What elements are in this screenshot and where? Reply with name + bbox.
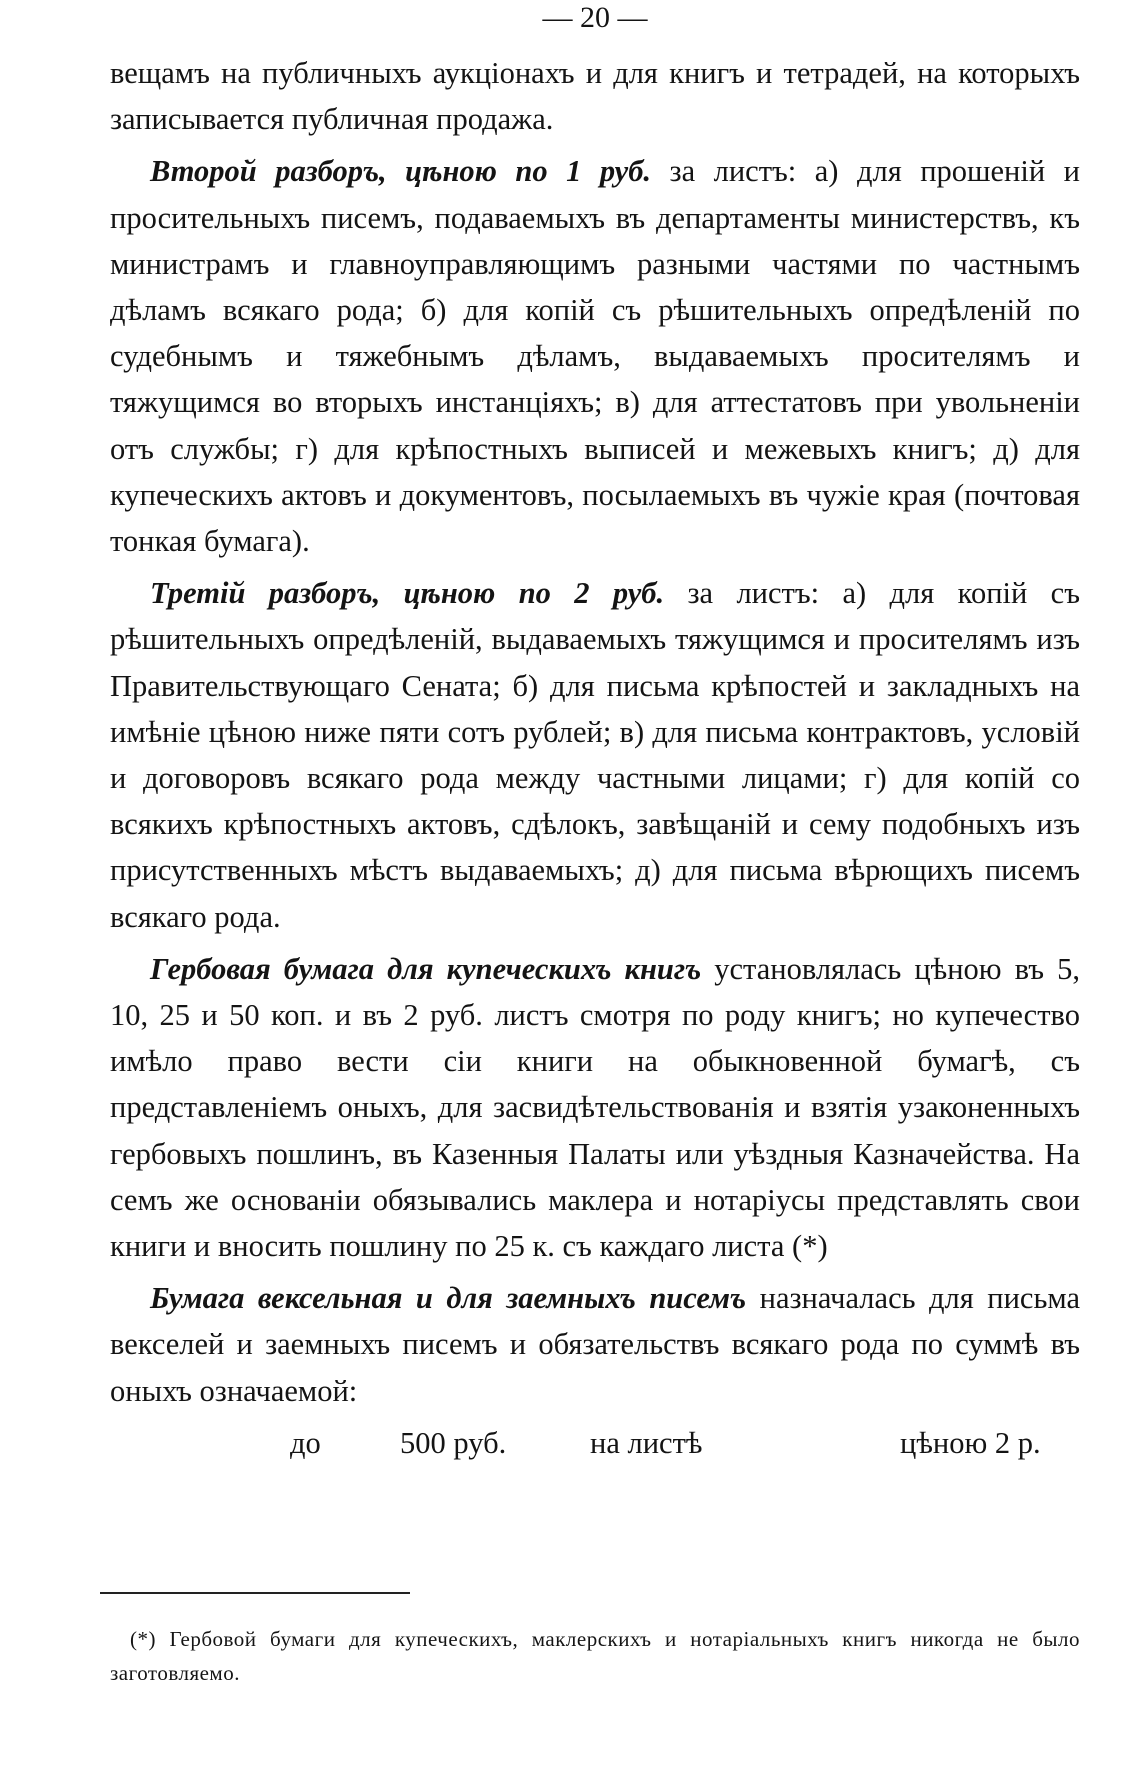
paragraph-3 [110, 570, 1080, 940]
footnote-divider [100, 1592, 410, 1594]
paragraph-4-lead: Гербовая бумага для купеческихъ книгъ [150, 951, 702, 986]
paragraph-4 [110, 946, 1080, 1269]
tariff-price: цѣною 2 р. [900, 1425, 1041, 1460]
paragraph-5-lead: Бумага вексельная и для заемныхъ писемъ [150, 1281, 747, 1316]
page-number: — 20 — [542, 1, 648, 34]
paragraph-2-text: за листъ: а) для прошеній и просительныхъ писемъ, подаваемыхъ въ департаменты министерствъ, къ министрамъ и главноуправляющимъ разными частями по частнымъ дѣламъ всякаго рода; б) для копій съ рѣшительныхъ опредѣленій по судебнымъ и тяжебнымъ дѣламъ, выдаваемыхъ просителямъ и тяжущимся во вторыхъ инстанціяхъ; в) для аттестатовъ при увольненіи отъ службы; г) для крѣпостныхъ выписей и межевыхъ книгъ; д) для купеческихъ актовъ и документовъ, посылаемыхъ въ чужіе края (почтовая тонкая бумага). [110, 154, 1080, 559]
tariff-prefix: до [290, 1425, 321, 1460]
paragraph-3-text: за листъ: а) для копій съ рѣшительныхъ опредѣленій, выдаваемыхъ тяжущимся и просителямъ изъ Правительствующаго Сената; б) для письма крѣпостей и закладныхъ на имѣніе цѣною ниже пяти сотъ рублей; в) для письма контрактовъ, условій и договоровъ всякаго рода между частными лицами; г) для копій со всякихъ крѣпостныхъ актовъ, сдѣлокъ, завѣщаній и сему подобныхъ изъ присутственныхъ мѣстъ выдаваемыхъ; д) для письма вѣрющихъ писемъ всякаго рода. [110, 576, 1080, 934]
tariff-amount: 500 руб. [400, 1425, 507, 1460]
tariff-sheet: на листѣ [590, 1425, 703, 1460]
paragraph-5-text: назначалась для письма векселей и заемныхъ писемъ и обязательствъ всякаго рода по суммѣ въ оныхъ означаемой: [110, 1281, 1080, 1408]
footnote: (*) Гербовой бумаги для купеческихъ, маклерскихъ и нотаріальныхъ книгъ никогда не было заготовляемо. [110, 1627, 1080, 1685]
paragraph-2 [110, 148, 1080, 564]
body-text [110, 50, 1080, 1466]
paragraph-2-lead: Второй разборъ, цѣною по 1 руб. [150, 154, 652, 189]
paragraph-5 [110, 1275, 1080, 1414]
tariff-row [110, 1420, 1080, 1466]
page [110, 0, 1080, 1466]
paragraph-3-lead: Третій разборъ, цѣною по 2 руб. [150, 576, 665, 611]
paragraph-1: вещамъ на публичныхъ аукціонахъ и для книгъ и тетрадей, на которыхъ записывается публичная продажа. [110, 56, 1080, 137]
paragraph-4-text: установлялась цѣною въ 5, 10, 25 и 50 коп. и въ 2 руб. листъ смотря по роду книгъ; но купечество имѣло право вести сіи книги на обыкновенной бумагѣ, съ представленіемъ оныхъ, для засвидѣтельствованія и взятія узаконенныхъ гербовыхъ пошлинъ, въ Казенныя Палаты или уѣздныя Казначейства. На семъ же основаніи обязывались маклера и нотаріусы представлять свои книги и вносить пошлину по 25 к. съ каждаго листа (*) [110, 951, 1080, 1264]
